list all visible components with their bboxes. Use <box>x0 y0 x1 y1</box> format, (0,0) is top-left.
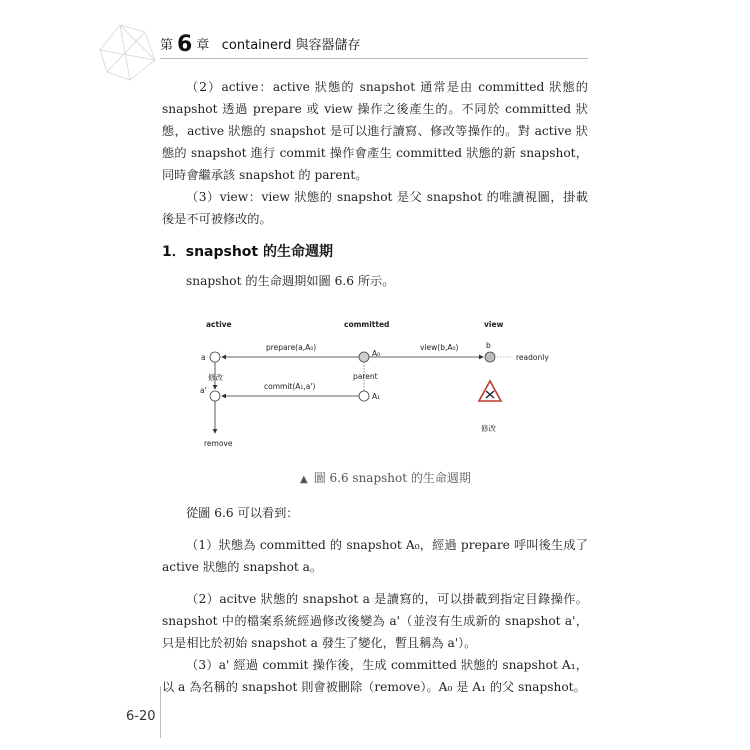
node-A0 <box>359 352 369 362</box>
label-a-prime: a' <box>200 386 207 395</box>
paragraph-step2: （2）acitve 狀態的 snapshot a 是讀寫的，可以掛載到指定目錄操作。snapshot 中的檔案系統經過修改後變為 a'（並沒有生成新的 snapshot a'，只是相比於初始 snapshot a 發生了變化，暫且稱為 a'）。 <box>162 592 588 650</box>
node-a-prime <box>210 391 220 401</box>
polygon-decoration-icon <box>95 10 165 90</box>
label-b: b <box>486 341 491 350</box>
figure-caption-text: 圖 6.6 snapshot 的生命週期 <box>313 471 471 485</box>
paragraph-step1: （1）狀態為 committed 的 snapshot A₀，經過 prepare 呼叫後生成了 active 狀態的 snapshot a。 <box>162 538 588 574</box>
figure-caption <box>300 469 471 486</box>
column-active-label: active <box>206 320 232 329</box>
chapter-label <box>160 32 361 57</box>
chapter-prefix: 第 <box>160 38 174 53</box>
header-divider <box>160 58 588 59</box>
chapter-suffix: 章 <box>196 38 210 53</box>
footer-divider <box>160 686 161 738</box>
label-A0: A₀ <box>372 349 381 358</box>
label-A1: A₁ <box>372 392 381 401</box>
label-readonly: readonly <box>516 353 549 362</box>
label-a: a <box>201 353 206 362</box>
label-prepare: prepare(a,A₀) <box>266 343 317 352</box>
warning-sign-icon <box>479 381 501 401</box>
node-a <box>210 352 220 362</box>
column-view-label: view <box>484 320 504 329</box>
paragraph-from: 從圖 6.6 可以看到： <box>186 506 299 520</box>
chapter-title: containerd 與容器儲存 <box>221 38 361 53</box>
label-view-op: view(b,A₀) <box>420 343 459 352</box>
paragraph-step3: （3）a' 經過 commit 操作後，生成 committed 狀態的 snapshot A₁，以 a 為名稱的 snapshot 則會被刪除（remove）。A₀ 是 A₁ 的父 snapshot。 <box>162 658 588 694</box>
paragraph-view: （3）view：view 狀態的 snapshot 是父 snapshot 的唯讀視圖，掛載後是不可被修改的。 <box>162 190 588 226</box>
node-b <box>485 352 495 362</box>
label-remove: remove <box>204 439 233 448</box>
page-number: 6-20 <box>126 709 156 724</box>
label-modify-sign: 修改 <box>481 424 496 433</box>
paragraph-active: （2）active：active 狀態的 snapshot 通常是由 committed 狀態的 snapshot 透過 prepare 或 view 操作之後產生的。不同於 committed 狀態，active 狀態的 snapshot 是可以進行讀寫、修改等操作的。對 active 狀態的 snapshot 進行 commit 操作會產生 committed 狀態的新 snapshot，同時會繼承該 snapshot 的 parent。 <box>162 80 588 182</box>
paragraph-intro: snapshot 的生命週期如圖 6.6 所示。 <box>186 274 395 288</box>
triangle-icon: ▲ <box>300 474 308 485</box>
page-header <box>0 0 750 70</box>
chapter-number: 6 <box>177 32 193 57</box>
column-committed-label: committed <box>344 320 390 329</box>
label-commit: commit(A₁,a') <box>264 382 316 391</box>
section-heading: 1．snapshot 的生命週期 <box>162 244 333 260</box>
label-modify: 修改 <box>208 373 223 382</box>
snapshot-lifecycle-diagram <box>192 313 562 458</box>
label-parent: parent <box>353 372 378 381</box>
node-A1 <box>359 391 369 401</box>
